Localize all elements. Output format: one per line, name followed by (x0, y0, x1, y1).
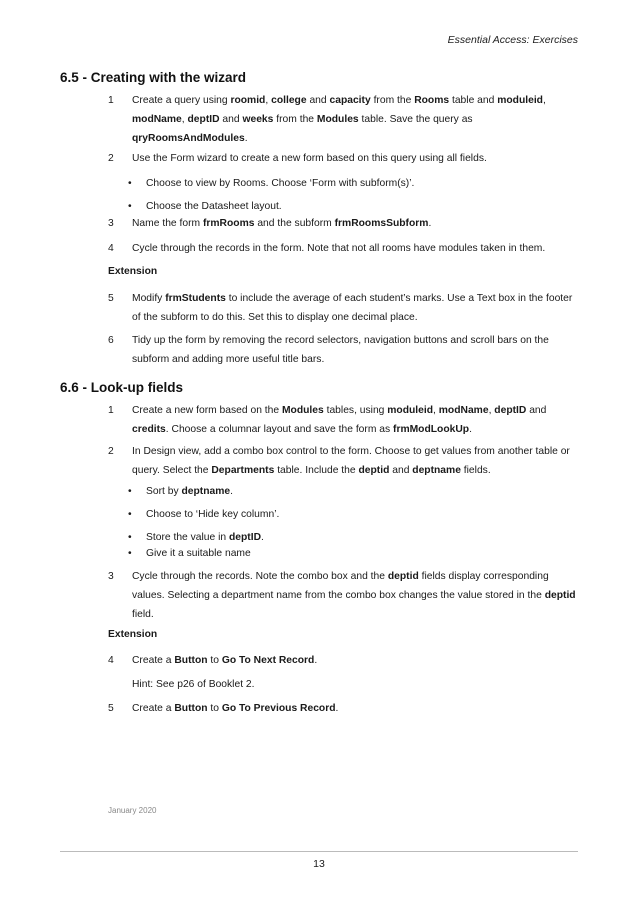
item-number: 5 (108, 703, 114, 714)
bullet-text: Give it a suitable name (146, 548, 251, 559)
bullet-text: Sort by deptname. (146, 486, 233, 497)
item-text: Use the Form wizard to create a new form based on this query using all fields. (132, 153, 487, 164)
item-text: Name the form frmRooms and the subform frmRoomsSubform. (132, 218, 432, 229)
bullet-item (128, 544, 578, 563)
list-item (108, 239, 578, 258)
extension-label: Extension (108, 266, 158, 277)
item-number: 4 (108, 243, 114, 254)
bullet-item (128, 505, 578, 524)
bullet-icon: • (128, 178, 132, 189)
bullet-text: Store the value in deptID. (146, 532, 264, 543)
item-number: 3 (108, 571, 114, 582)
item-number: 1 (108, 95, 114, 106)
list-item (108, 91, 578, 148)
item-text: Create a query using roomid, college and capacity from the Rooms table and moduleid, modName, deptID and weeks from the Modules table. Save the query as qryRoomsAndModules. (132, 95, 546, 144)
section-title-6-6: 6.6 - Look-up fields (60, 380, 184, 395)
list-item (108, 401, 578, 439)
item-text: In Design view, add a combo box control to the form. Choose to get values from another table or query. Select the Departments table. Include the deptid and deptname fields. (132, 446, 570, 476)
item-number: 1 (108, 405, 114, 416)
bullet-text: Choose the Datasheet layout. (146, 201, 282, 212)
bullet-text: Choose to view by Rooms. Choose ‘Form with subform(s)’. (146, 178, 415, 189)
bullet-icon: • (128, 509, 132, 520)
footer-date: January 2020 (108, 806, 157, 815)
list-item (108, 567, 578, 624)
footer-divider (60, 851, 578, 852)
item-text: Cycle through the records. Note the combo box and the deptid fields display corresponding values. Selecting a department name from the combo box changes the value stored in the deptid field. (132, 571, 576, 620)
item-number: 2 (108, 153, 114, 164)
item-number: 3 (108, 218, 114, 229)
bullet-icon: • (128, 532, 132, 543)
list-item (108, 289, 578, 327)
list-item (108, 651, 578, 670)
extension-label: Extension (108, 629, 158, 640)
bullet-icon: • (128, 548, 132, 559)
bullet-icon: • (128, 201, 132, 212)
page-number: 13 (313, 858, 325, 870)
item-number: 6 (108, 335, 114, 346)
bullet-text: Choose to ‘Hide key column’. (146, 509, 280, 520)
item-text: Modify frmStudents to include the average of each student’s marks. Use a Text box in the footer of the subform to do this. Set this to display one decimal place. (132, 293, 573, 323)
item-number: 5 (108, 293, 114, 304)
item-text: Create a Button to Go To Previous Record. (132, 703, 339, 714)
section-title-6-5: 6.5 - Creating with the wizard (60, 70, 247, 85)
item-text: Create a new form based on the Modules tables, using moduleid, modName, deptID and credits. Choose a columnar layout and save the form as frmModLookUp. (132, 405, 547, 435)
item-text: Cycle through the records in the form. Note that not all rooms have modules taken in them. (132, 243, 546, 254)
list-item (108, 442, 578, 480)
item-number: 2 (108, 446, 114, 457)
bullet-item (128, 174, 578, 193)
item-text: Tidy up the form by removing the record selectors, navigation buttons and scroll bars on the subform and adding more useful title bars. (132, 335, 549, 365)
bullet-icon: • (128, 486, 132, 497)
list-item (108, 331, 578, 369)
list-item (108, 214, 578, 233)
bullet-item (128, 482, 578, 501)
hint-text: Hint: See p26 of Booklet 2. (132, 679, 255, 690)
running-header: Essential Access: Exercises (447, 34, 578, 46)
list-item (108, 149, 578, 168)
item-text: Create a Button to Go To Next Record. (132, 655, 318, 666)
list-item (108, 699, 578, 718)
item-number: 4 (108, 655, 114, 666)
